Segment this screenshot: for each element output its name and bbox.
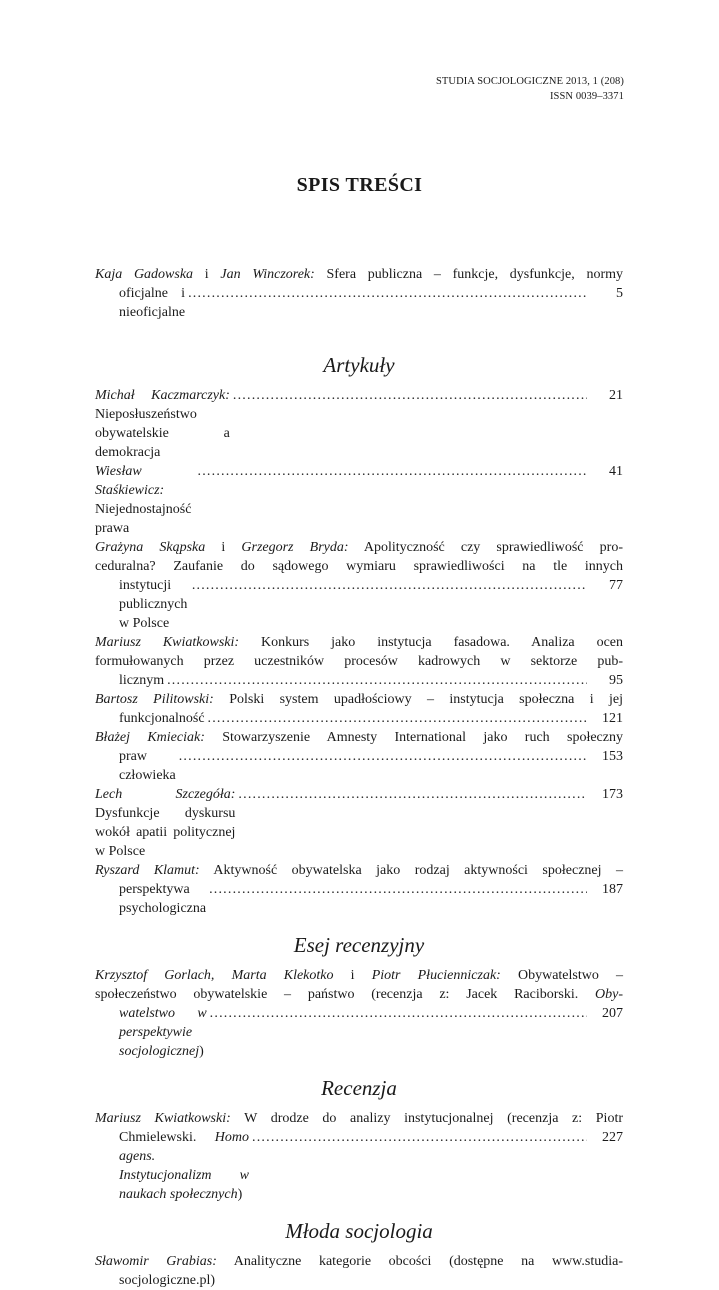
entry-author: Piotr Płucienniczak:: [371, 968, 501, 983]
section-title-mloda-socjologia: Młoda socjologia: [285, 1219, 433, 1243]
dot-leader: [209, 880, 587, 899]
entry-author: Jan Winczorek:: [220, 267, 315, 282]
entry-author: Mariusz Kwiatkowski:: [95, 635, 240, 650]
page-number: 5: [616, 286, 623, 301]
toc-entry-intro[interactable]: Kaja Gadowska i Jan Winczorek: Sfera publiczna – funkcje, dysfunkcje, normy oficjalne i nieoficjalne ..... 5: [95, 265, 623, 322]
entry-title: Niejednostajność prawa: [95, 502, 192, 536]
entry-author: Lech Szczegóła:: [95, 787, 236, 802]
dot-leader: [233, 386, 587, 405]
dot-leader: [192, 576, 587, 595]
entry-author: Sławomir Grabias:: [95, 1254, 217, 1269]
dot-leader: [238, 785, 587, 804]
page-number: 77: [609, 578, 623, 593]
dot-leader: [188, 284, 587, 303]
toc-entry[interactable]: Krzysztof Gorlach, Marta Klekotko i Piotr Płucienniczak: Obywatelstwo – społeczeństwo obywatelskie – państwo (recenzja z: Jacek Raciborski. Oby- watelstwo w perspektywie socjologicznej) ..... 207: [95, 966, 623, 1061]
page-title: SPIS TREŚCI: [296, 174, 423, 196]
toc-entry[interactable]: [95, 633, 623, 690]
entry-title: Analityczne kategorie obcości (dostępne na www.studia-: [216, 1254, 623, 1269]
page-number: 173: [602, 787, 623, 802]
entry-author: Grzegorz Bryda:: [241, 540, 349, 555]
entry-author: Bartosz Pilitowski:: [95, 692, 214, 707]
dot-leader: [252, 1128, 587, 1147]
toc-entry[interactable]: [95, 386, 623, 462]
entry-title-cont: socjologiczne.pl): [119, 1273, 216, 1288]
toc-entry[interactable]: [95, 728, 623, 785]
toc-entry[interactable]: Mariusz Kwiatkowski: W drodze do analizy instytucjonalnej (recenzja z: Piotr Chmielewski. Homo agens. Instytucjonalizm w naukach społecznych) ..... 227: [95, 1109, 623, 1204]
toc-entry[interactable]: [95, 690, 623, 728]
dot-leader: [210, 1004, 587, 1023]
page-number: 153: [602, 749, 623, 764]
entry-title: Apolityczność czy sprawiedliwość pro-: [348, 540, 623, 555]
section-title-artykuly: Artykuły: [323, 353, 395, 377]
toc-entry[interactable]: [95, 785, 623, 861]
entry-author: Kaja Gadowska: [95, 267, 194, 282]
entry-author: Michał Kaczmarczyk:: [95, 388, 230, 403]
entry-title: Konkurs jako instytucja fasadowa. Analiza ocen: [239, 635, 623, 650]
entry-author: Wiesław Staśkiewicz:: [95, 464, 165, 498]
entry-title: Sfera publiczna – funkcje, dysfunkcje, normy: [314, 267, 623, 282]
toc-entry[interactable]: [95, 1252, 623, 1290]
page-number: 95: [609, 673, 623, 688]
entry-title: Nieposłuszeństwo obywatelskie a demokracja: [95, 407, 230, 460]
journal-issue: STUDIA SOCJOLOGICZNE 2013, 1 (208): [435, 76, 624, 87]
section-title-recenzja: Recenzja: [321, 1076, 397, 1100]
entry-author: Błażej Kmieciak:: [95, 730, 205, 745]
dot-leader: [179, 747, 587, 766]
entry-title: Polski system upadłościowy – instytucja społeczna i jej: [213, 692, 623, 707]
toc-entry[interactable]: Grażyna Skąpska i Grzegorz Bryda: Apolityczność czy sprawiedliwość pro- ceduralna? Zaufanie do sądowego wymiaru sprawiedliwości na tle innych instytucji publicznych w Polsce ..... 77: [95, 538, 623, 633]
entry-title-cont: ceduralna? Zaufanie do sądowego wymiaru sprawiedliwości na tle innych: [95, 559, 623, 574]
entry-title: Dysfunkcje dyskursu wokół apatii politycznej w Polsce: [95, 806, 236, 859]
dot-leader: [167, 671, 587, 690]
page-number: 21: [609, 388, 623, 403]
page-number: 227: [602, 1130, 623, 1145]
entry-book-title: Homo agens. Instytucjonalizm w naukach społecznych: [119, 1130, 250, 1202]
entry-title: W drodze do analizy instytucjonalnej (recenzja z: Piotr: [230, 1111, 623, 1126]
table-of-contents: [95, 265, 623, 1290]
entry-book-title: Oby-: [595, 987, 623, 1002]
section-title-esej: Esej recenzyjny: [293, 933, 425, 957]
entry-title: Obywatelstwo –: [500, 968, 624, 983]
entry-author: Krzysztof Gorlach, Marta Klekotko: [95, 968, 334, 983]
entry-title-cont: instytucji publicznych w Polsce: [119, 578, 188, 631]
entry-title: Aktywność obywatelska jako rodzaj aktywności społecznej –: [199, 863, 623, 878]
journal-issn: ISSN 0039–3371: [549, 91, 624, 102]
dot-leader: [208, 709, 587, 728]
entry-author: Ryszard Klamut:: [95, 863, 200, 878]
page-number: 121: [602, 711, 623, 726]
dot-leader: [198, 462, 587, 481]
entry-author: Mariusz Kwiatkowski:: [95, 1111, 231, 1126]
toc-entry[interactable]: [95, 462, 623, 538]
entry-title-cont: społeczeństwo obywatelskie – państwo (recenzja z: Jacek Raciborski.: [95, 987, 595, 1002]
entry-title-cont: praw człowieka: [119, 749, 176, 783]
entry-title-cont: oficjalne i nieoficjalne: [119, 286, 186, 320]
page-number: 207: [602, 1006, 623, 1021]
entry-title-cont: formułowanych przez uczestników procesów kadrowych w sektorze pub-: [95, 654, 623, 669]
entry-title-cont: funkcjonalność: [119, 711, 205, 726]
page-number: 187: [602, 882, 623, 897]
entry-title: Stowarzyszenie Amnesty International jako ruch społeczny: [204, 730, 623, 745]
journal-header: [436, 74, 624, 104]
page-number: 41: [609, 464, 623, 479]
entry-title-cont: licznym: [119, 673, 165, 688]
entry-title-cont: perspektywa psychologiczna: [119, 882, 207, 916]
entry-book-title: watelstwo w perspektywie socjologicznej: [119, 1006, 207, 1059]
entry-author: Grażyna Skąpska: [95, 540, 206, 555]
toc-entry[interactable]: [95, 861, 623, 918]
